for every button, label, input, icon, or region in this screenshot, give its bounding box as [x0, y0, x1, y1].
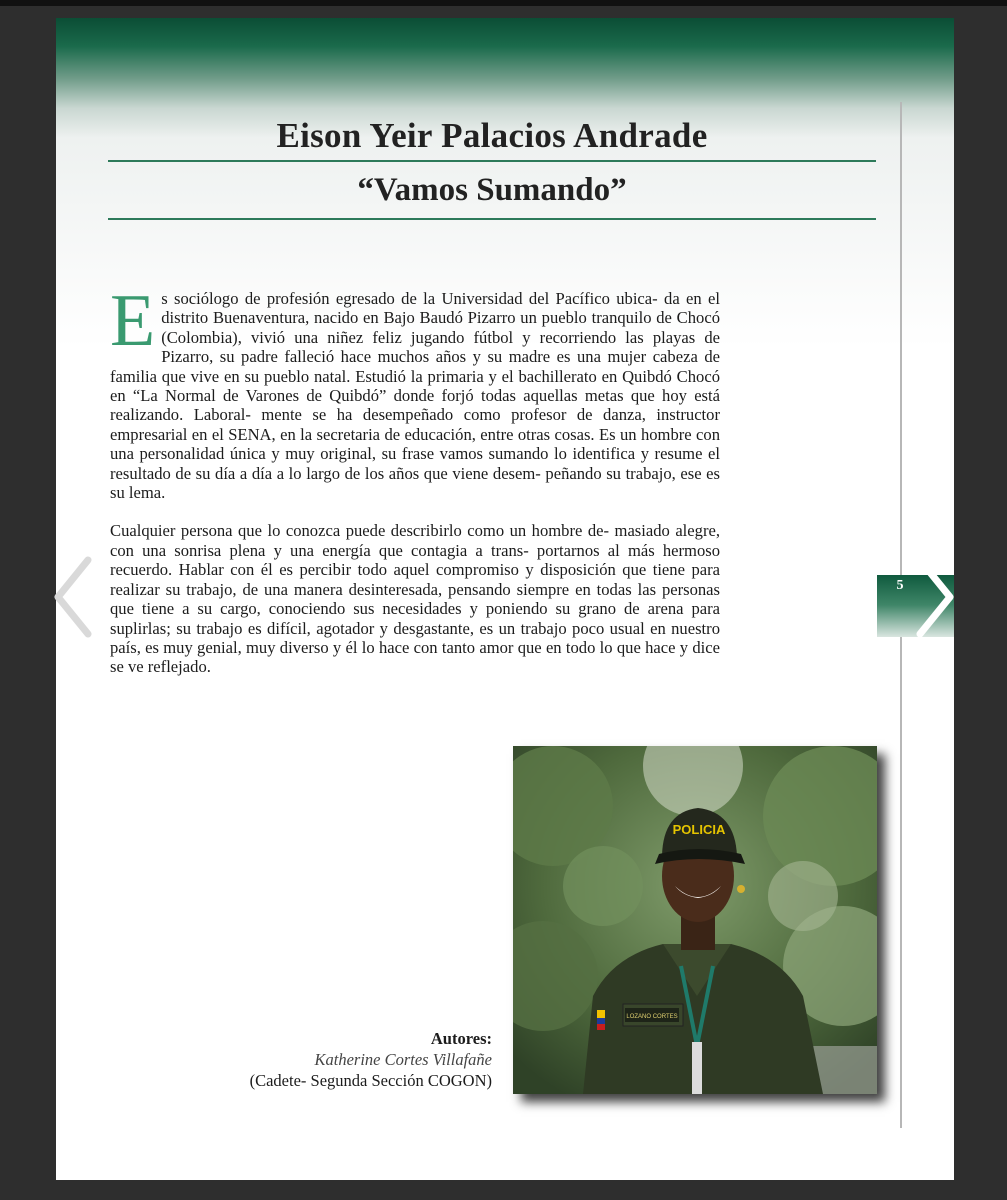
author-role: (Cadete- Segunda Sección COGON) [249, 1071, 492, 1090]
article-subtitle: “Vamos Sumando” [357, 172, 627, 208]
prev-page-button[interactable] [48, 552, 98, 647]
badge-text: LOZANO CORTES [626, 1014, 678, 1020]
chevron-right-icon [910, 552, 960, 642]
chevron-left-icon [48, 552, 98, 642]
article-title: Eison Yeir Palacios Andrade [276, 116, 708, 155]
paragraph-2: Cualquier persona que lo conozca puede describirlo como un hombre de- masiado alegre, con una sonrisa plena y una energía que contagia a trans- portarnos al más hermoso recuerdo. Hablar con él es percibir todo aquel compromiso y disposición que tiene para realizar su trabajo, de una manera desinteresada, pensando siempre en todas las personas que tiene a su cargo, conociendo sus necesidades y poniendo su grano de arena para suplirlas; su trabajo es difícil, agotador y desgastante, es un trabajo poco usual en nuestro país, es muy genial, muy diverso y él lo hace con tanto amor que en todo lo que hace y dice se ve reflejado. [110, 521, 720, 677]
title-divider [108, 160, 876, 162]
author-name: Katherine Cortes Villafañe [314, 1050, 492, 1069]
paragraph-1-text: s sociólogo de profesión egresado de la Universidad del Pacífico ubica- da en el distrito Buenaventura, nacido en Bajo Baudó Pizarro un pueblo tranquilo de Chocó (Colombia), vivió una niñez feliz jugando fútbol y recorriendo las playas de Pizarro, su padre falleció hace muchos años y su madre es una mujer cabeza de familia que vive en su pueblo natal. Estudió la primaria y el bachillerato en Quibdó Chocó en “La Normal de Varones de Quibdó” donde forjó todas aquellas metas que hoy está realizando. Laboral- mente se ha desempeñado como profesor de danza, instructor empresarial en el SENA, en la secretaria de educación, entre otras cosas. Es un hombre con una personalidad única y muy original, su frase vamos sumando lo identifica y resume el resultado de su día a día a lo largo de los años que viene desem- peñando su trabajo, ese es su lema. [110, 289, 720, 503]
cadet-photo [513, 746, 877, 1094]
paragraph-1 [110, 280, 720, 503]
magazine-page [56, 18, 954, 1180]
cap-text: POLICIA [672, 822, 726, 837]
cadet-photo-illustration [513, 746, 877, 1094]
drop-cap: E [110, 280, 156, 362]
article-body [110, 280, 720, 696]
authors-block [250, 1028, 492, 1091]
next-page-button[interactable] [910, 552, 960, 647]
viewer-top-bar [0, 0, 1007, 6]
authors-label: Autores: [430, 1029, 492, 1048]
page-number: 5 [896, 578, 904, 593]
subtitle-divider [108, 218, 876, 220]
